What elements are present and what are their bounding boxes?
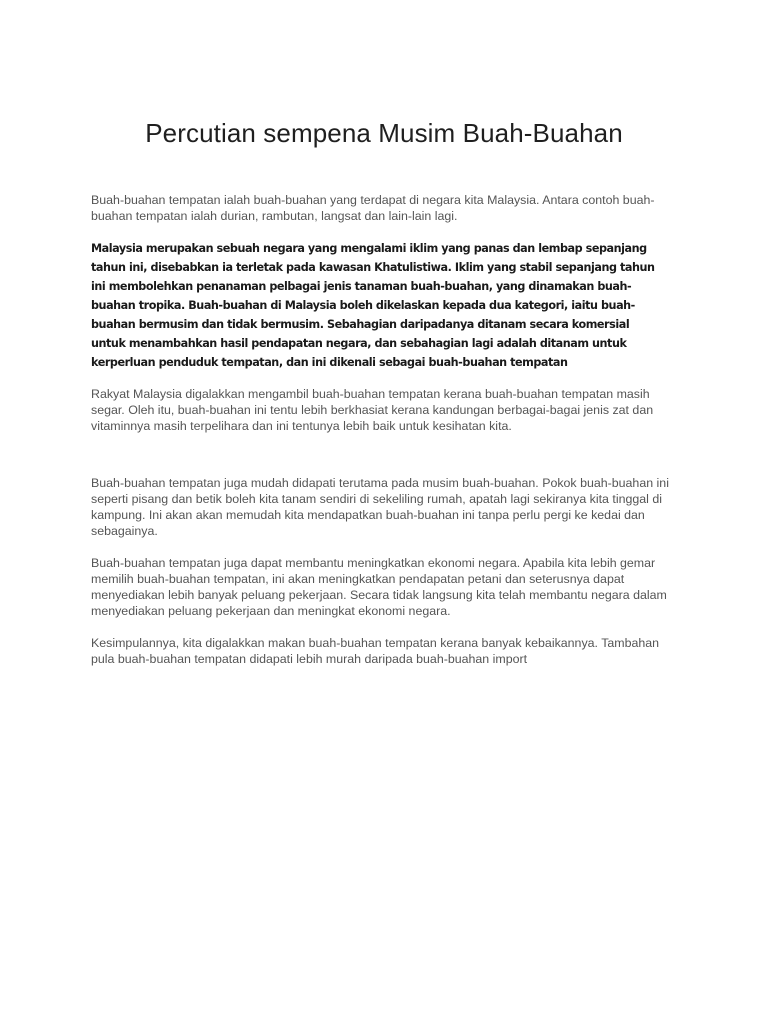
paragraph-climate: Malaysia merupakan sebuah negara yang mengalami iklim yang panas dan lembap sepanjang tahun ini, disebabkan ia terletak pada kawasan Khatulistiwa. Iklim yang stabil sepanjang tahun ini membolehkan penanaman pelbagai jenis tanaman buah-buahan, yang dinamakan buah-buahan tropika. Buah-buahan di Malaysia boleh dikelaskan kepada dua kategori, iaitu buah-buahan bermusim dan tidak bermusim. Sebahagian daripadanya ditanam secara komersial untuk menambahkan hasil pendapatan negara, dan sebahagian lagi adalah ditanam untuk kerperluan penduduk tempatan, dan ini dikenali sebagai buah-buahan tempatan <box>91 242 655 369</box>
paragraph-economy: Buah-buahan tempatan juga dapat membantu meningkatkan ekonomi negara. Apabila kita lebih gemar memilih buah-buahan tempatan, ini akan meningkatkan pendapatan petani dan seterusnya dapat menyediakan lebih banyak peluang pekerjaan. Secara tidak langsung kita telah membantu negara dalam menyediakan peluang pekerjaan dan meningkat ekonomi negara. <box>91 556 667 618</box>
page-title: Percutian sempena Musim Buah-Buahan <box>145 118 623 148</box>
paragraph-availability: Buah-buahan tempatan juga mudah didapati terutama pada musim buah-buahan. Pokok buah-buahan ini seperti pisang dan betik boleh kita tanam sendiri di sekeliling rumah, apatah lagi sekiranya kita tinggal di kampung. Ini akan akan memudah kita mendapatkan buah-buahan ini tanpa perlu pergi ke kedai dan sebagainya. <box>91 476 669 538</box>
paragraph-intro: Buah-buahan tempatan ialah buah-buahan yang terdapat di negara kita Malaysia. Antara contoh buah-buahan tempatan ialah durian, rambutan, langsat dan lain-lain lagi. <box>91 193 655 223</box>
paragraph-conclusion: Kesimpulannya, kita digalakkan makan buah-buahan tempatan kerana banyak kebaikannya. Tambahan pula buah-buahan tempatan didapati lebih murah daripada buah-buahan import <box>91 636 660 666</box>
paragraph-freshness: Rakyat Malaysia digalakkan mengambil buah-buahan tempatan kerana buah-buahan tempatan masih segar. Oleh itu, buah-buahan ini tentu lebih berkhasiat kerana kandungan berbagai-bagai jenis zat dan vitaminnya masih terpelihara dan ini tentunya lebih baik untuk kesihatan kita. <box>91 387 654 433</box>
